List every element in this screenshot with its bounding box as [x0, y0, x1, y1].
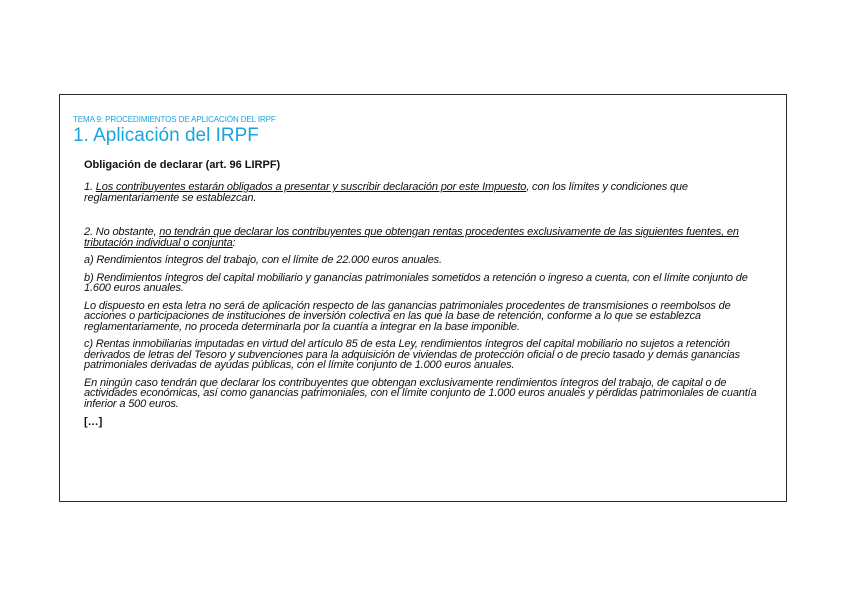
ellipsis-marker: […]	[84, 416, 103, 428]
paragraph-1-number: 1.	[84, 181, 96, 193]
paragraph-2-rest: :	[232, 236, 236, 249]
paragraph-1-rest: , con los límites y condiciones que reglamentariamente se establezcan.	[84, 181, 688, 204]
paragraph-1	[84, 182, 760, 203]
slide-frame	[59, 94, 787, 502]
page-title: 1. Aplicación del IRPF	[73, 125, 259, 146]
paragraph-c: c) Rentas inmobiliarias imputadas en virtud del artículo 85 de esta Ley, rendimientos íntegros del capital mobiliario no sujetos a retención derivados de letras del Tesoro y subvenciones para la adquisición de viviendas de protección oficial o de precio tasado y demás ganancias patrimoniales derivadas de ayudas públicas, con el límite conjunto de 1.000 euros anuales.	[84, 338, 740, 371]
paragraph-a: a) Rendimientos íntegros del trabajo, con el límite de 22.000 euros anuales.	[84, 254, 442, 266]
subheading: Obligación de declarar (art. 96 LIRPF)	[84, 159, 281, 171]
slide-content	[84, 158, 760, 428]
paragraph-1-underlined: Los contribuyentes estarán obligados a presentar y suscribir declaración por este Impuesto	[95, 181, 527, 193]
paragraph-2-underlined: no tendrán que declarar los contribuyentes que obtengan rentas procedentes exclusivamente de las siguientes fuentes, en tributación individual o conjunta	[84, 226, 739, 249]
paragraph-2-number: 2. No obstante,	[84, 226, 160, 238]
paragraph-final: En ningún caso tendrán que declarar los contribuyentes que obtengan exclusivamente rendimientos íntegros del trabajo, de capital o de actividades económicas, así como ganancias patrimoniales, con el límite conjunto de 1.000 euros anuales y pérdidas patrimoniales de cuantía inferior a 500 euros.	[84, 376, 757, 410]
paragraph-2	[84, 227, 760, 248]
paragraph-b: b) Rendimientos íntegros del capital mobiliario y ganancias patrimoniales sometidos a retención o ingreso a cuenta, con el límite conjunto de 1.600 euros anuales.	[84, 271, 748, 294]
section-label: TEMA 9: PROCEDIMIENTOS DE APLICACIÓN DEL IRPF	[73, 115, 276, 124]
paragraph-exception: Lo dispuesto en esta letra no será de aplicación respecto de las ganancias patrimoniales procedentes de transmisiones o reembolsos de acciones o participaciones de instituciones de inversión colectiva en las que la base de retención, conforme a lo que se establezca reglamentariamente, no proceda determinarla por la cuantía a integrar en la base imponible.	[84, 299, 731, 333]
